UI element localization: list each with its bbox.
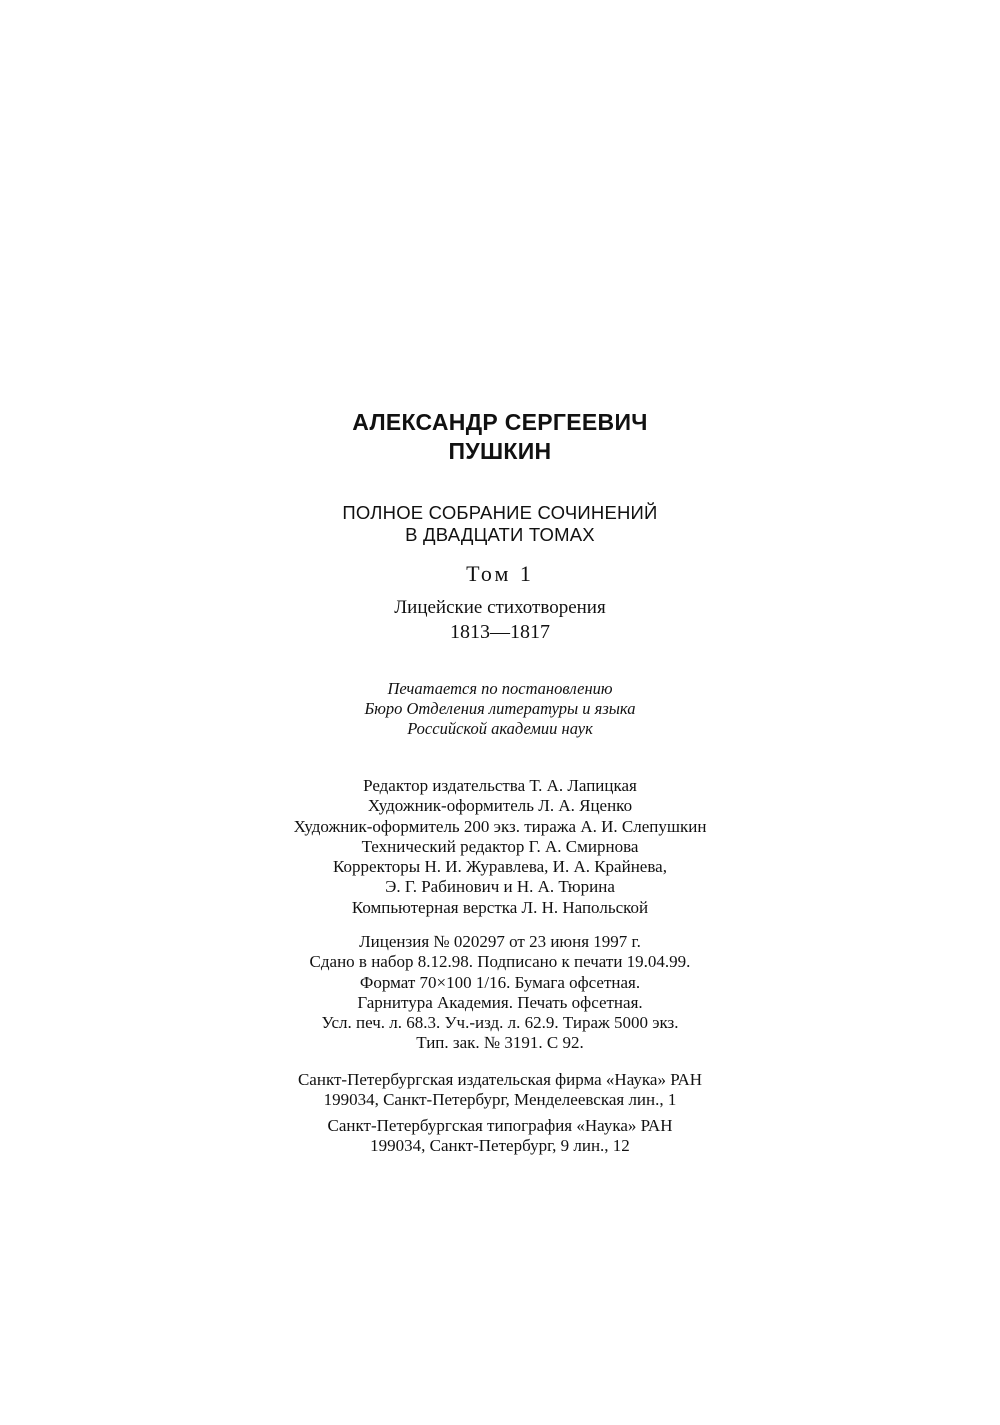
volume-subtitle-title: Лицейские стихотворения — [394, 597, 606, 618]
authorization-note — [0, 679, 1000, 739]
credit-line: Редактор издательства Т. А. Лапицкая — [363, 776, 637, 795]
author-name — [0, 408, 1000, 466]
edition-title-line: ПОЛНОЕ СОБРАНИЕ СОЧИНЕНИЙ — [342, 502, 658, 523]
imprint-line: Формат 70×100 1/16. Бумага офсетная. — [359, 972, 641, 992]
author-name-line: АЛЕКСАНДР СЕРГЕЕВИЧ — [352, 409, 648, 435]
imprint-details — [0, 932, 1000, 1054]
publisher-address: 199034, Санкт-Петербург, Менделеевская лин., 1 — [323, 1090, 677, 1110]
edition-title — [0, 502, 1000, 546]
imprint-line: Лицензия № 020297 от 23 июня 1997 г. — [359, 932, 641, 951]
author-surname-line: ПУШКИН — [448, 438, 552, 464]
credit-line: Корректоры Н. И. Журавлева, И. А. Крайнева, — [333, 857, 667, 877]
edition-title-line: В ДВАДЦАТИ ТОМАХ — [405, 524, 595, 545]
credit-line: Технический редактор Г. А. Смирнова — [361, 836, 639, 856]
imprint-line: Сдано в набор 8.12.98. Подписано к печати 19.04.99. — [309, 952, 691, 972]
publisher-info — [0, 1070, 1000, 1111]
credit-line: Художник-оформитель 200 экз. тиража А. И. Слепушкин — [293, 816, 707, 836]
authorization-note-line: Бюро Отделения литературы и языка — [364, 699, 636, 718]
credit-line: Э. Г. Рабинович и Н. А. Тюрина — [385, 877, 615, 897]
volume-label — [0, 560, 1000, 588]
imprint-line: Усл. печ. л. 68.3. Уч.-изд. л. 62.9. Тираж 5000 экз. — [321, 1013, 679, 1033]
authorization-note-line: Печатается по постановлению — [387, 679, 613, 698]
volume-number: Том 1 — [466, 561, 534, 586]
volume-subtitle-years: 1813—1817 — [450, 621, 550, 643]
imprint-line: Тип. зак. № 3191. С 92. — [416, 1033, 584, 1053]
volume-subtitle — [0, 596, 1000, 644]
publisher-name: Санкт-Петербургская издательская фирма «Наука» РАН — [297, 1070, 703, 1089]
credit-line: Художник-оформитель Л. А. Яценко — [367, 796, 633, 816]
printer-address: 199034, Санкт-Петербург, 9 лин., 12 — [370, 1136, 630, 1156]
printer-name: Санкт-Петербургская типография «Наука» РАН — [327, 1116, 673, 1135]
printer-info — [0, 1116, 1000, 1157]
authorization-note-line: Российской академии наук — [407, 719, 593, 738]
credit-line: Компьютерная верстка Л. Н. Напольской — [351, 897, 649, 917]
credits-list — [0, 776, 1000, 918]
imprint-line: Гарнитура Академия. Печать офсетная. — [357, 992, 643, 1012]
